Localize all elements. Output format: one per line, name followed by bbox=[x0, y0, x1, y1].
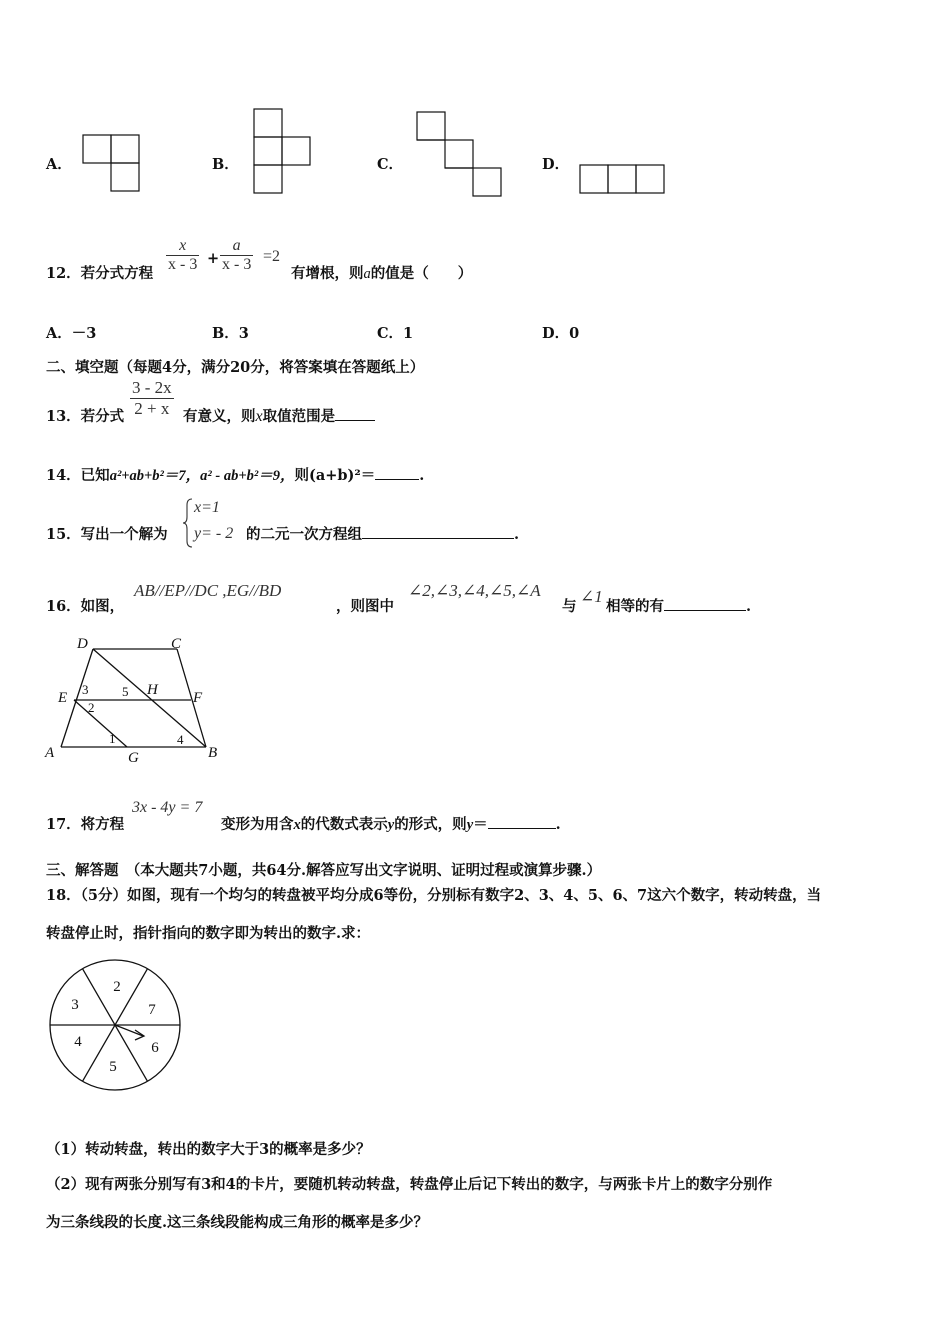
q16-fig-angle-2: 2 bbox=[88, 700, 95, 715]
q11-option-b-figure bbox=[253, 108, 315, 194]
q18-spinner-num-6: 6 bbox=[151, 1040, 159, 1056]
q16-fig-label-a: A bbox=[45, 745, 55, 761]
q16-parallel-statement: AB//EP//DC ,EG//BD bbox=[134, 581, 282, 600]
q16-fig-angle-4: 4 bbox=[177, 732, 184, 747]
q18-sub-question-2b: 为三条线段的长度.这三条线段能构成三角形的概率是多少？ bbox=[46, 1214, 429, 1231]
q16-fig-label-e: E bbox=[58, 690, 68, 706]
q18-line-2: 转盘停止时，指针指向的数字即为转出的数字.求： bbox=[46, 925, 371, 942]
q16-mid: ，则图中 bbox=[336, 598, 394, 615]
q15-eq2: y= - 2 bbox=[194, 525, 234, 542]
q15-system-brace bbox=[182, 497, 194, 549]
q12-suffix: 有增根，则a的值是（ ） bbox=[291, 265, 473, 282]
q14-line: 14．已知a²+ab+b²＝7，a² - ab+b²＝9，则(a+b)²＝ . bbox=[46, 467, 425, 484]
q12-fraction-2 bbox=[220, 237, 253, 274]
q12-equals: =2 bbox=[263, 248, 281, 265]
q12-option-b: B．3 bbox=[212, 325, 249, 342]
q13-fraction bbox=[130, 378, 174, 419]
q15-eq1: x=1 bbox=[194, 499, 220, 516]
q16-trapezoid-figure bbox=[40, 630, 230, 770]
q12-option-c: C．1 bbox=[377, 325, 414, 342]
q18-sub-question-2a: （2）现有两张分别写有3和4的卡片，要随机转动转盘，转盘停止后记下转出的数字，与两张卡片上的数字分别作 bbox=[46, 1176, 773, 1193]
q11-option-a-label: A． bbox=[46, 156, 72, 173]
q16-fig-label-d: D bbox=[77, 636, 88, 652]
q12-frac2-numerator: a bbox=[232, 237, 241, 254]
q18-spinner-num-7: 7 bbox=[148, 1002, 156, 1018]
q16-prefix: 16．如图， bbox=[46, 598, 125, 615]
q18-spinner-num-5: 5 bbox=[109, 1059, 117, 1075]
q11-option-b-label: B． bbox=[212, 156, 239, 173]
q13-numerator: 3 - 2x bbox=[132, 378, 172, 397]
q12-fraction-1 bbox=[166, 237, 199, 274]
q17-prefix: 17．将方程 bbox=[46, 816, 125, 833]
q17-equation: 3x - 4y = 7 bbox=[132, 799, 203, 816]
q12-option-a: A．－3 bbox=[46, 325, 97, 342]
q18-spinner bbox=[46, 957, 186, 1097]
q17-suffix: 变形为用含x的代数式表示y的形式，则y＝ . bbox=[221, 816, 561, 833]
q12-frac1-denominator: x - 3 bbox=[168, 256, 198, 273]
q18-spinner-num-3: 3 bbox=[71, 997, 79, 1013]
q16-fig-label-h: H bbox=[147, 682, 158, 698]
q16-fig-angle-3: 3 bbox=[82, 682, 89, 697]
q11-option-d-label: D． bbox=[542, 156, 570, 173]
q16-fig-label-f: F bbox=[193, 690, 203, 706]
q12-frac2-denominator: x - 3 bbox=[222, 256, 252, 273]
q16-fig-label-b: B bbox=[208, 745, 218, 761]
q18-spinner-num-2: 2 bbox=[113, 979, 121, 995]
section-3-title: 三、解答题 （本大题共7小题，共64分.解答应写出文字说明、证明过程或演算步骤.） bbox=[46, 862, 602, 879]
section-2-title: 二、填空题（每题4分，满分20分，将答案填在答题纸上） bbox=[46, 359, 425, 376]
q16-suffix: 相等的有 . bbox=[606, 598, 752, 615]
q12-prefix: 12．若分式方程 bbox=[46, 265, 154, 282]
q15-prefix: 15．写出一个解为 bbox=[46, 526, 168, 543]
q11-option-a-figure bbox=[82, 134, 142, 194]
q18-sub-question-1: （1）转动转盘，转出的数字大于3的概率是多少？ bbox=[46, 1141, 371, 1158]
q12-option-d: D．0 bbox=[542, 325, 580, 342]
q16-angles: ∠2,∠3,∠4,∠5,∠A bbox=[408, 581, 541, 600]
q18-spinner-num-4: 4 bbox=[74, 1034, 82, 1050]
q16-fig-angle-1: 1 bbox=[109, 731, 116, 746]
q11-option-d-figure bbox=[579, 164, 667, 196]
q16-fig-angle-5: 5 bbox=[122, 684, 129, 699]
q13-denominator: 2 + x bbox=[130, 398, 174, 419]
q15-suffix: 的二元一次方程组 . bbox=[246, 526, 520, 543]
q12-plus: + bbox=[207, 250, 220, 267]
q16-fig-label-g: G bbox=[128, 750, 139, 766]
q12-frac1-numerator: x bbox=[179, 237, 187, 254]
q16-angle-1: ∠1 bbox=[580, 587, 603, 606]
q13-prefix: 13．若分式 bbox=[46, 408, 125, 425]
q18-line-1: 18．（5分）如图，现有一个均匀的转盘被平均分成6等份，分别标有数字2、3、4、5、6、7这六个数字，转动转盘，当 bbox=[46, 887, 822, 904]
q16-with: 与 bbox=[562, 598, 577, 615]
q11-option-c-label: C． bbox=[377, 156, 404, 173]
q16-fig-label-c: C bbox=[171, 636, 182, 652]
q11-option-c-figure bbox=[416, 111, 504, 199]
q13-suffix: 有意义，则x取值范围是 bbox=[183, 405, 375, 426]
